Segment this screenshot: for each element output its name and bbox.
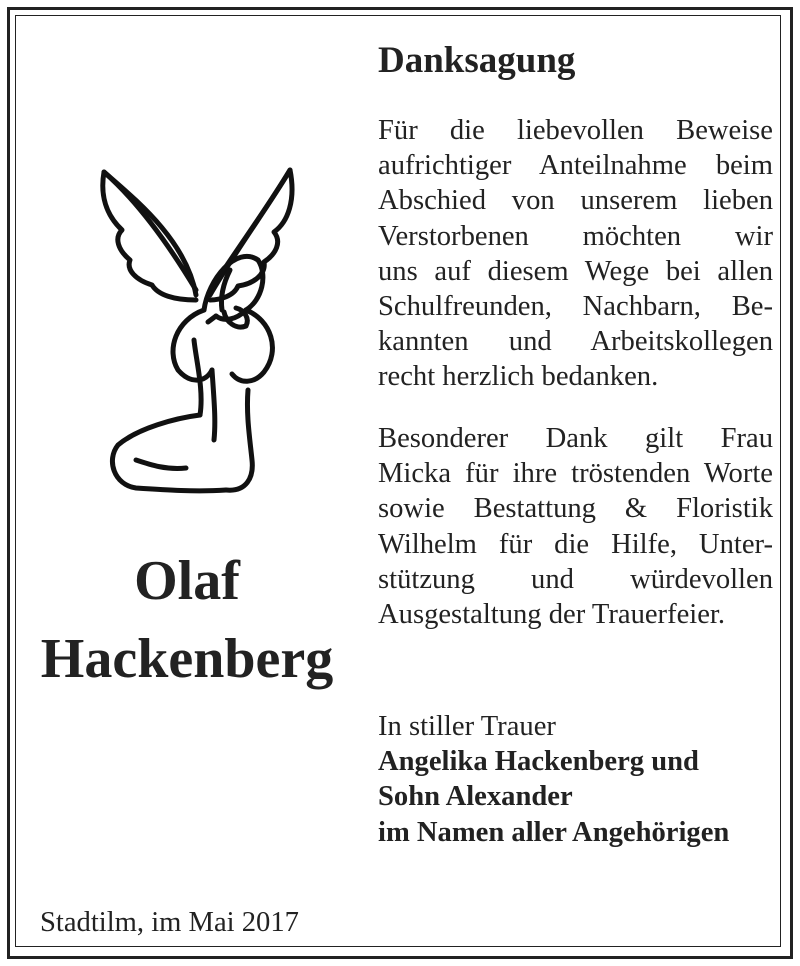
paragraph-line: Ausgestaltung der Trauerfeier. <box>378 599 726 631</box>
paragraph-line: Besonderer Dank gilt Frau <box>378 423 773 454</box>
paragraph-line: Schulfreunden, Nachbarn, Be- <box>378 291 773 323</box>
deceased-last-name: Hackenberg <box>40 628 334 690</box>
paragraph-line: Für die liebevollen Beweise <box>378 115 773 146</box>
place-date: Stadtilm, im Mai 2017 <box>40 907 299 938</box>
special-thanks-paragraph <box>378 421 773 632</box>
praying-angel-icon <box>96 160 306 500</box>
paragraph-line: Wilhelm für die Hilfe, Unter- <box>378 528 773 560</box>
paragraph-line: uns auf diesem Wege bei allen <box>378 255 773 287</box>
paragraph-line: Abschied von unserem lieben <box>378 185 773 217</box>
paragraph-line: aufrichtiger Anteilnahme beim <box>378 150 773 182</box>
signature-block <box>378 709 729 850</box>
signature-name-line: im Namen aller Angehörigen <box>378 816 730 848</box>
deceased-first-name: Olaf <box>134 550 240 612</box>
paragraph-line: kannten und Arbeitskollegen <box>378 326 773 358</box>
paragraph-line: sowie Bestattung & Floristik <box>378 493 773 525</box>
signature-intro: In stiller Trauer <box>378 711 556 742</box>
paragraph-line: Micka für ihre tröstenden Worte <box>378 458 773 490</box>
paragraph-line: recht herzlich bedanken. <box>378 361 659 393</box>
signature-name-line: Angelika Hackenberg und <box>378 746 699 778</box>
thanks-paragraph <box>378 113 773 395</box>
paragraph-line: Verstorbenen möchten wir <box>378 220 773 252</box>
paragraph-line: stützung und würdevollen <box>378 563 773 595</box>
page-title: Danksagung <box>378 40 576 81</box>
signature-name-line: Sohn Alexander <box>378 781 573 813</box>
